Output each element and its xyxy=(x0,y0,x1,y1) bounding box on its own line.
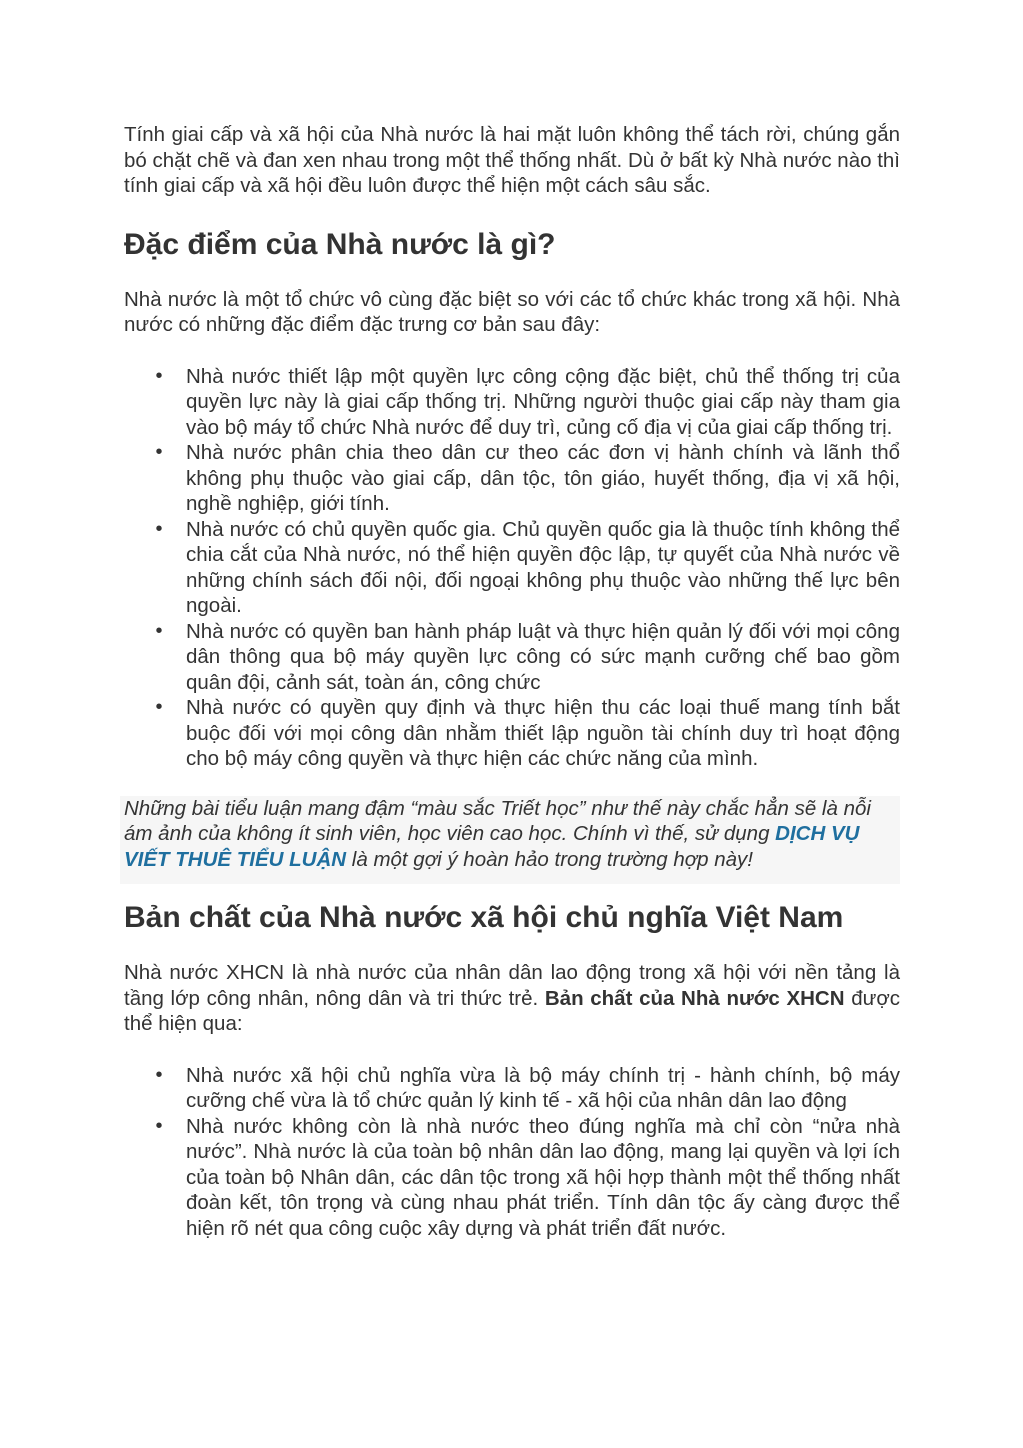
list-item xyxy=(124,1063,900,1114)
features-intro-paragraph: Nhà nước là một tổ chức vô cùng đặc biệt so với các tổ chức khác trong xã hội. Nhà nước có những đặc điểm đặc trưng cơ bản sau đây: xyxy=(124,287,900,336)
document-page xyxy=(124,122,900,1241)
list-item xyxy=(124,1114,900,1242)
list-item-text: Nhà nước không còn là nhà nước theo đúng nghĩa mà chỉ còn “nửa nhà nước”. Nhà nước là của toàn bộ nhân dân lao động, mang lại quyền và lợi ích của toàn bộ Nhân dân, các dân tộc trong xã hội hợp thành một thể thống nhất đoàn kết, tôn trọng và cùng nhau phát triển. Tính dân tộc ấy càng được thể hiện rõ nét qua công cuộc xây dựng và phát triển đất nước. xyxy=(186,1114,900,1240)
bullet-icon: • xyxy=(155,364,163,387)
list-item xyxy=(124,440,900,517)
nature-list xyxy=(124,1063,900,1242)
intro-paragraph: Tính giai cấp và xã hội của Nhà nước là hai mặt luôn không thể tách rời, chúng gắn bó chặt chẽ và đan xen nhau trong một thể thống nhất. Dù ở bất kỳ Nhà nước nào thì tính giai cấp và xã hội đều luôn được thể hiện một cách sâu sắc. xyxy=(124,123,900,197)
nature-text-after: được thể hiện qua: xyxy=(124,986,901,1035)
list-item-text: Nhà nước có chủ quyền quốc gia. Chủ quyền quốc gia là thuộc tính không thể chia cắt của Nhà nước, nó thể hiện quyền độc lập, tự quyết của Nhà nước về những chính sách đối nội, đối ngoại không phụ thuộc vào những thế lực bên ngoài. xyxy=(186,517,900,617)
list-item-text: Nhà nước xã hội chủ nghĩa vừa là bộ máy chính trị - hành chính, bộ máy cưỡng chế vừa là tổ chức quản lý kinh tế - xã hội của nhân dân lao động xyxy=(186,1063,900,1112)
nature-intro-paragraph xyxy=(124,960,900,1037)
bullet-icon: • xyxy=(155,1063,163,1086)
list-item-text: Nhà nước thiết lập một quyền lực công cộng đặc biệt, chủ thể thống trị của quyền lực này là giai cấp thống trị. Những người thuộc giai cấp này tham gia vào bộ máy tổ chức Nhà nước để duy trì, củng cố địa vị của giai cấp thống trị. xyxy=(186,364,900,439)
bullet-icon: • xyxy=(155,696,163,718)
features-list xyxy=(124,364,900,772)
promo-callout xyxy=(120,796,900,885)
list-item xyxy=(124,619,900,696)
bullet-icon: • xyxy=(155,441,163,463)
bullet-icon: • xyxy=(155,517,163,540)
service-link[interactable]: DỊCH VỤ VIẾT THUÊ TIỂU LUẬN xyxy=(124,822,860,871)
section-heading-features: Đặc điểm của Nhà nước là gì? xyxy=(124,227,556,261)
list-item xyxy=(124,517,900,619)
nature-bold-phrase: Bản chất của Nhà nước XHCN xyxy=(544,986,845,1010)
list-item xyxy=(124,695,900,772)
section-heading-nature: Bản chất của Nhà nước xã hội chủ nghĩa Việt Nam xyxy=(124,901,844,934)
bullet-icon: • xyxy=(155,619,163,642)
list-item xyxy=(124,364,900,441)
list-item-text: Nhà nước phân chia theo dân cư theo các đơn vị hành chính và lãnh thổ không phụ thuộc vào giai cấp, dân tộc, tôn giáo, huyết thống, địa vị xã hội, nghề nghiệp, giới tính. xyxy=(186,441,900,515)
callout-text-before: Những bài tiểu luận mang đậm “màu sắc Triết học” như thế này chắc hẳn sẽ là nỗi ám ảnh của không ít sinh viên, học viên cao học. Chính vì thế, sử dụng xyxy=(124,796,871,845)
bullet-icon: • xyxy=(155,1114,163,1137)
callout-text-after: là một gợi ý hoàn hảo trong trường hợp này! xyxy=(346,847,753,871)
list-item-text: Nhà nước có quyền ban hành pháp luật và thực hiện quản lý đối với mọi công dân thông qua bộ máy quyền lực công có sức mạnh cưỡng chế bao gồm quân đội, cảnh sát, toàn án, công chức xyxy=(186,619,900,694)
list-item-text: Nhà nước có quyền quy định và thực hiện thu các loại thuế mang tính bắt buộc đối với mọi công dân nhằm thiết lập nguồn tài chính duy trì hoạt động cho bộ máy công quyền và thực hiện các chức năng của mình. xyxy=(186,696,900,770)
nature-text-before: Nhà nước XHCN là nhà nước của nhân dân lao động trong xã hội với nền tảng là tầng lớp công nhân, nông dân và tri thức trẻ. xyxy=(124,961,900,1010)
